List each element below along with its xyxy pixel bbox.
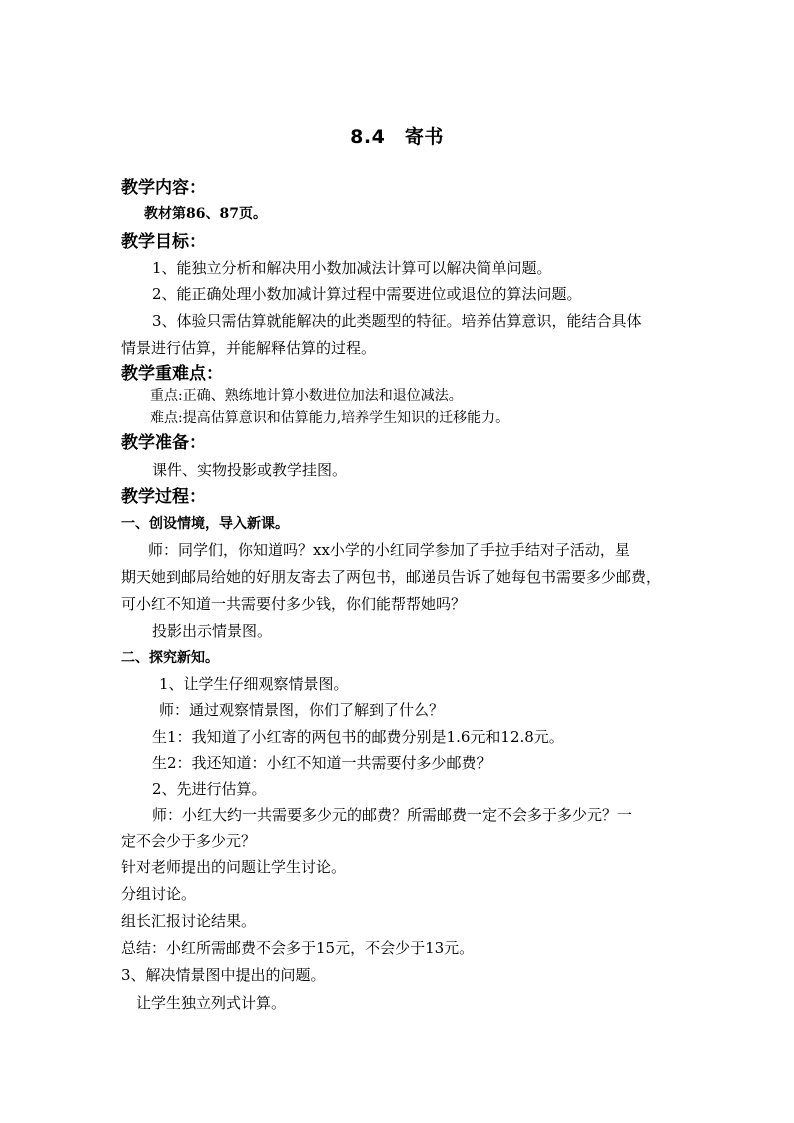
section-2-line-3: 生1：我知道了小红寄的两包书的邮费分别是1.6元和12.8元。 — [152, 728, 564, 746]
section-2-line-9: 分组讨论。 — [121, 885, 197, 903]
section-2-line-6: 师：小红大约一共需要多少元的邮费？所需邮费一定不会多于多少元？一 — [152, 806, 633, 824]
teaching-content-text: 教材第86、87页。 — [144, 206, 267, 222]
section-2-line-1: 1、让学生仔细观察情景图。 — [159, 675, 349, 693]
section-1-line-3: 可小红不知道一共需要付多少钱，你们能帮帮她吗？ — [121, 595, 467, 613]
section-1-line-4: 投影出示情景图。 — [152, 622, 273, 640]
section-2-line-4: 生2：我还知道：小红不知道一共需要付多少邮费？ — [152, 754, 492, 772]
section-2-line-5: 2、先进行估算。 — [152, 780, 267, 798]
section-2-line-7: 定不会少于多少元？ — [121, 832, 257, 850]
key-point-text: 重点:正确、熟练地计算小数进位加法和退位减法。 — [150, 388, 463, 404]
heading-teaching-goals: 教学目标： — [121, 232, 206, 252]
section-2-line-8: 针对老师提出的问题让学生讨论。 — [121, 858, 347, 876]
section-2-line-13: 让学生独立列式计算。 — [136, 994, 287, 1012]
section-2-line-10: 组长汇报讨论结果。 — [121, 912, 257, 930]
heading-teaching-prep: 教学准备： — [121, 433, 206, 453]
section-1-line-2: 期天她到邮局给她的好朋友寄去了两包书，邮递员告诉了她每包书需要多少邮费， — [121, 568, 662, 586]
section-2-line-12: 3、解决情景图中提出的问题。 — [121, 966, 326, 984]
goal-item-2: 2、能正确处理小数加减计算过程中需要进位或退位的算法问题。 — [152, 285, 582, 303]
section-1-line-1: 师：同学们，你知道吗？xx小学的小红同学参加了手拉手结对子活动，星 — [148, 541, 630, 559]
document-title: 8.4 寄书 — [350, 126, 444, 148]
goal-item-1: 1、能独立分析和解决用小数加减法计算可以解决简单问题。 — [152, 259, 552, 277]
heading-teaching-process: 教学过程： — [121, 487, 206, 507]
goal-item-3: 3、体验只需估算就能解决的此类题型的特征。培养估算意识，能结合具体 — [152, 312, 642, 330]
section-2-line-11: 总结：小红所需邮费不会多于15元，不会少于13元。 — [121, 939, 475, 957]
teaching-prep-text: 课件、实物投影或教学挂图。 — [152, 461, 348, 479]
goal-item-3-continued: 情景进行估算，并能解释估算的过程。 — [121, 339, 377, 357]
section-2-heading: 二、探究新知。 — [121, 650, 219, 666]
section-2-line-2: 师：通过观察情景图，你们了解到了什么？ — [159, 701, 445, 719]
difficulty-text: 难点:提高估算意识和估算能力,培养学生知识的迁移能力。 — [150, 410, 510, 426]
heading-key-points: 教学重难点： — [121, 364, 223, 384]
heading-teaching-content: 教学内容： — [121, 178, 206, 198]
section-1-heading: 一、创设情境，导入新课。 — [121, 516, 289, 532]
